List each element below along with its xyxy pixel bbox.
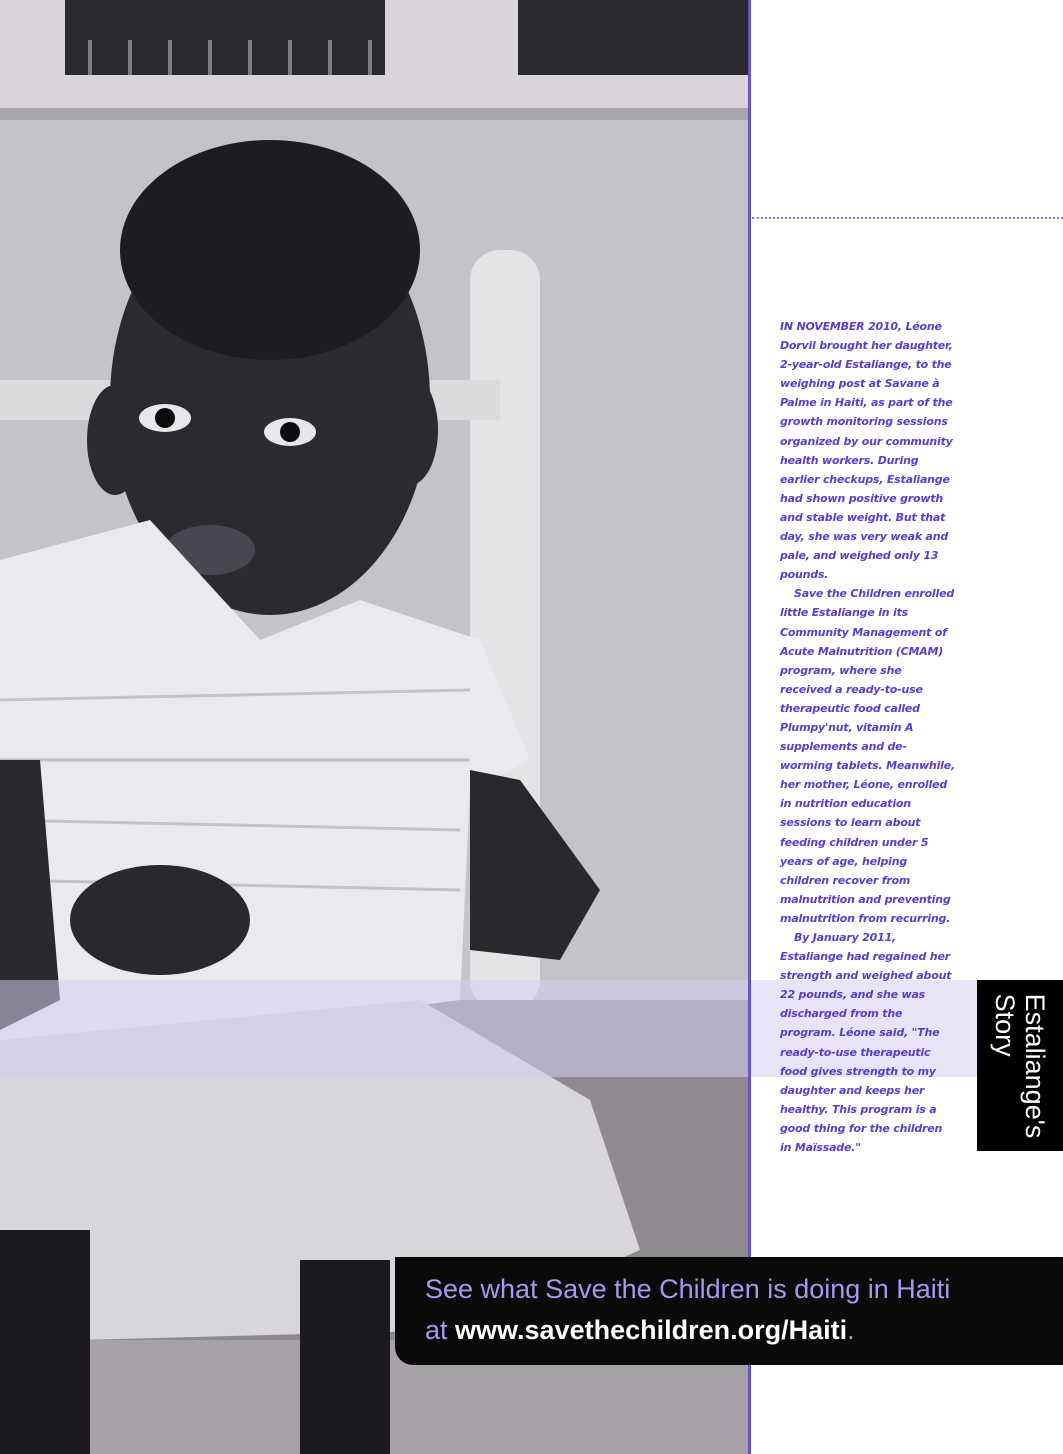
side-tab-line2: Story bbox=[990, 993, 1020, 1057]
cta-prefix: at bbox=[425, 1315, 456, 1345]
story-paragraph-2: Save the Children enrolled little Estaliange in its Community Management of Acute Malnutrition (CMAM) program, where she received a ready-to-use therapeutic food called Plumpy'nut, vitamin A supplements and de-worming tablets. Meanwhile, her mother, Léone, enrolled in nutrition education sessions to learn about feeding children under 5 years of age, helping children recover from malnutrition and preventing malnutrition from recurring. bbox=[780, 587, 955, 925]
call-to-action-banner bbox=[395, 1257, 1063, 1365]
cta-line1: See what Save the Children is doing in Haiti bbox=[425, 1274, 951, 1304]
story-paragraph-3: By January 2011, Estaliange had regained her strength and weighed about 22 pounds, and she was discharged from the program. Léone said, "The ready-to-use therapeutic food gives strength to my daughter and keeps her healthy. This program is a good thing for the children in Maïssade." bbox=[780, 931, 952, 1155]
vertical-accent-rule bbox=[748, 0, 751, 1454]
side-tab-line1: Estaliange's bbox=[1020, 993, 1050, 1138]
story-paragraph-1: IN NOVEMBER 2010, Léone Dorvil brought her daughter, 2-year-old Estaliange, to the weighing post at Savane à Palme in Haiti, as part of the growth monitoring sessions organized by our community health workers. During earlier checkups, Estaliange had shown positive growth and stable weight. But that day, she was very weak and pale, and weighed only 13 pounds. bbox=[780, 320, 953, 582]
dotted-divider bbox=[752, 217, 1063, 219]
story-text bbox=[780, 317, 955, 1157]
side-tab-label bbox=[990, 993, 1050, 1138]
cta-url-link[interactable]: www.savethechildren.org/Haiti bbox=[455, 1315, 848, 1345]
cta-line2 bbox=[425, 1315, 855, 1346]
story-side-tab bbox=[977, 980, 1063, 1151]
cta-suffix: . bbox=[847, 1315, 855, 1345]
